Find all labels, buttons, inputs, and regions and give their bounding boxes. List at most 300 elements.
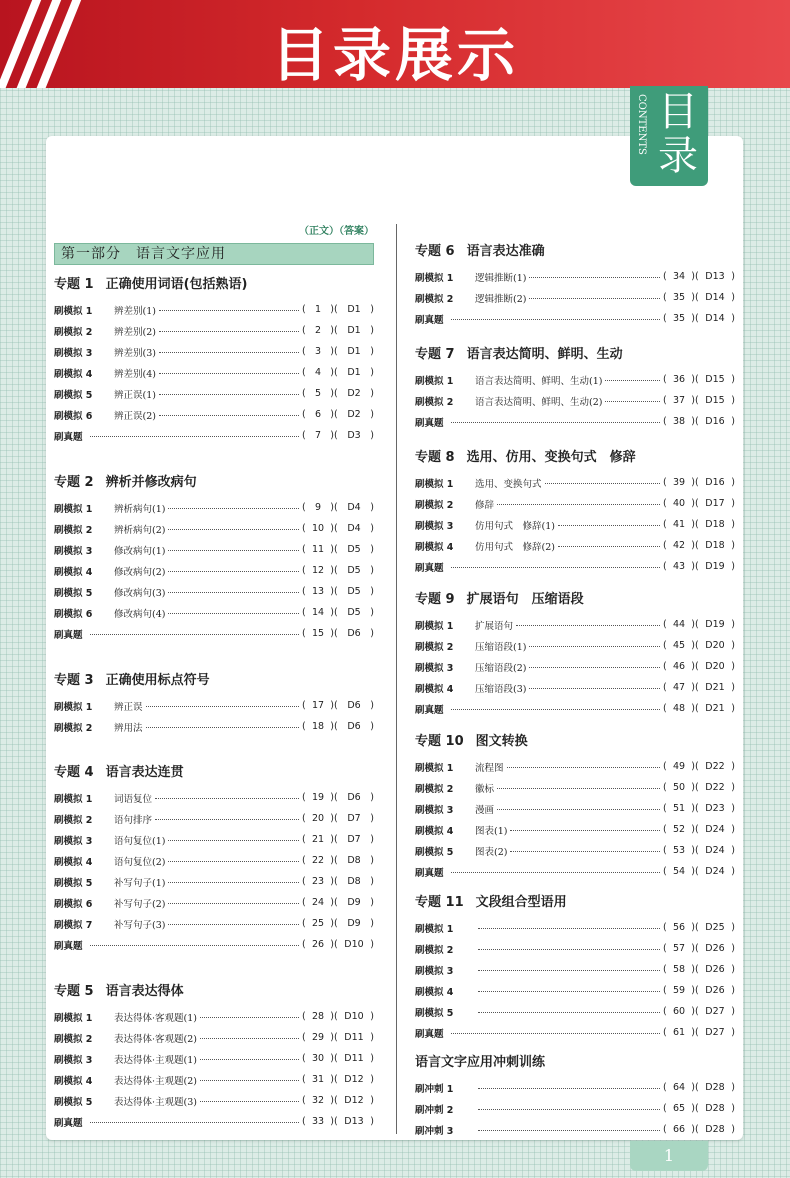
- toc-entry[interactable]: [415, 959, 735, 980]
- entry-label: 刷真题: [415, 417, 444, 429]
- entry-page: ( 3 ): [302, 346, 334, 357]
- entry-page: ( 61 ): [663, 1027, 695, 1038]
- entry-page: ( 44 ): [663, 619, 695, 630]
- answer-value: D17: [705, 498, 725, 509]
- toc-entry[interactable]: [415, 756, 735, 777]
- dot-leader: [497, 503, 660, 505]
- entry-page: ( 39 ): [663, 477, 695, 488]
- entry-title: 流程图: [475, 762, 504, 774]
- page-value: 64: [672, 1082, 686, 1093]
- topic-section: [415, 1053, 735, 1140]
- topic-section: [54, 763, 374, 955]
- entry-answer: ( D5 ): [334, 565, 374, 576]
- answer-value: D7: [347, 813, 361, 824]
- entry-title: 语言表达简明、鲜明、生动(2): [475, 396, 603, 408]
- entry-answer: ( D6 ): [334, 792, 374, 803]
- dot-leader: [451, 318, 660, 320]
- entry-label: 刷真题: [54, 431, 83, 443]
- dot-leader: [155, 797, 299, 799]
- page-value: 28: [311, 1011, 325, 1022]
- entry-answer: ( D15 ): [695, 374, 735, 385]
- entry-label: 刷模拟 2: [415, 293, 454, 305]
- toc-entry[interactable]: [415, 698, 735, 719]
- entry-title: 辨正误(1): [114, 389, 156, 401]
- topic-title: 语言表达得体: [105, 984, 184, 999]
- dot-leader: [558, 524, 660, 526]
- entry-label: 刷模拟 5: [54, 587, 93, 599]
- entry-label: 刷模拟 2: [54, 1033, 93, 1045]
- entry-page: ( 2 ): [302, 325, 334, 336]
- entry-label: 刷模拟 5: [54, 877, 93, 889]
- answer-value: D26: [705, 985, 725, 996]
- toc-entry[interactable]: [54, 871, 374, 892]
- entry-answer: ( D20 ): [695, 661, 735, 672]
- dot-leader: [200, 1058, 299, 1060]
- entry-answer: ( D12 ): [334, 1095, 374, 1106]
- toc-entry[interactable]: [54, 362, 374, 383]
- page-value: 53: [672, 845, 686, 856]
- answer-value: D10: [344, 1011, 364, 1022]
- toc-entry[interactable]: [54, 1090, 374, 1111]
- toc-entry[interactable]: [54, 695, 374, 716]
- toc-entry[interactable]: [415, 308, 735, 329]
- answer-value: D18: [705, 519, 725, 530]
- toc-entry[interactable]: [415, 390, 735, 411]
- entry-answer: ( D8 ): [334, 855, 374, 866]
- entry-answer: ( D10 ): [334, 1011, 374, 1022]
- entry-answer: ( D2 ): [334, 409, 374, 420]
- answer-value: D6: [347, 700, 361, 711]
- toc-entry[interactable]: [415, 472, 735, 493]
- toc-entry[interactable]: [415, 656, 735, 677]
- toc-entry[interactable]: [54, 892, 374, 913]
- page-number: 1: [630, 1141, 708, 1171]
- entry-page: ( 10 ): [302, 523, 334, 534]
- toc-entry[interactable]: [415, 493, 735, 514]
- dot-leader: [605, 400, 660, 402]
- answer-value: D27: [705, 1027, 725, 1038]
- dot-leader: [451, 566, 660, 568]
- answer-value: D7: [347, 834, 361, 845]
- dot-leader: [168, 549, 299, 551]
- entry-page: ( 47 ): [663, 682, 695, 693]
- page-value: 56: [672, 922, 686, 933]
- entry-title: 修辞: [475, 499, 495, 511]
- entry-page: ( 21 ): [302, 834, 334, 845]
- entry-label: 刷冲刺 3: [415, 1125, 454, 1137]
- entry-label: 刷模拟 1: [415, 762, 454, 774]
- topic-number: 专题 8: [415, 450, 455, 465]
- toc-entry[interactable]: [415, 514, 735, 535]
- page-value: 35: [672, 292, 686, 303]
- answer-value: D19: [705, 561, 725, 572]
- answer-value: D5: [347, 565, 361, 576]
- page-value: 29: [311, 1032, 325, 1043]
- topic-heading: [54, 982, 374, 1002]
- page-value: 54: [672, 866, 686, 877]
- entry-title: 仿用句式 修辞(2): [475, 541, 555, 553]
- entry-page: ( 9 ): [302, 502, 334, 513]
- page-value: 50: [672, 782, 686, 793]
- dot-leader: [168, 507, 299, 509]
- topic-title: 语言表达简明、鲜明、生动: [466, 347, 623, 362]
- entry-title: 压缩语段(1): [475, 641, 527, 653]
- toc-entry[interactable]: [54, 934, 374, 955]
- topic-section: [415, 448, 735, 577]
- page-value: 65: [672, 1103, 686, 1114]
- page-value: 61: [672, 1027, 686, 1038]
- answer-value: D28: [705, 1082, 725, 1093]
- entry-answer: ( D11 ): [334, 1053, 374, 1064]
- topic-heading: [54, 275, 374, 295]
- entry-label: 刷模拟 3: [415, 662, 454, 674]
- entry-page: ( 49 ): [663, 761, 695, 772]
- answer-value: D19: [705, 619, 725, 630]
- entry-answer: ( D14 ): [695, 313, 735, 324]
- toc-entry[interactable]: [54, 716, 374, 737]
- topic-section: [415, 242, 735, 329]
- topic-heading: [415, 590, 735, 610]
- entry-label: 刷模拟 1: [415, 923, 454, 935]
- entry-page: ( 33 ): [302, 1116, 334, 1127]
- page-value: 59: [672, 985, 686, 996]
- answer-value: D26: [705, 964, 725, 975]
- entry-answer: ( D13 ): [695, 271, 735, 282]
- entry-title: 压缩语段(3): [475, 683, 527, 695]
- toc-entry[interactable]: [415, 1098, 735, 1119]
- answer-value: D18: [705, 540, 725, 551]
- toc-entry[interactable]: [54, 829, 374, 850]
- part-title: 第一部分 语言文字应用: [54, 243, 374, 265]
- entry-title: 修改病句(1): [114, 545, 166, 557]
- entry-label: 刷模拟 4: [415, 683, 454, 695]
- entry-answer: ( D1 ): [334, 346, 374, 357]
- entry-page: ( 34 ): [663, 271, 695, 282]
- entry-title: 补写句子(2): [114, 898, 166, 910]
- entry-page: ( 40 ): [663, 498, 695, 509]
- toc-entry[interactable]: [54, 581, 374, 602]
- entry-label: 刷模拟 3: [54, 835, 93, 847]
- dot-leader: [168, 570, 299, 572]
- dot-leader: [510, 850, 660, 852]
- entry-page: ( 12 ): [302, 565, 334, 576]
- page-value: 5: [314, 388, 322, 399]
- toc-entry[interactable]: [54, 518, 374, 539]
- page-value: 17: [311, 700, 325, 711]
- entry-label: 刷模拟 3: [415, 520, 454, 532]
- dot-leader: [159, 351, 299, 353]
- entry-page: ( 32 ): [302, 1095, 334, 1106]
- toc-entry[interactable]: [54, 913, 374, 934]
- toc-entry[interactable]: [415, 777, 735, 798]
- answer-value: D26: [705, 943, 725, 954]
- dot-leader: [155, 818, 299, 820]
- entry-label: 刷模拟 1: [54, 305, 93, 317]
- entry-label: 刷冲刺 1: [415, 1083, 454, 1095]
- entry-title: 表达得体·主观题(1): [114, 1054, 197, 1066]
- answer-value: D24: [705, 824, 725, 835]
- toc-entry[interactable]: [415, 556, 735, 577]
- toc-entry[interactable]: [415, 266, 735, 287]
- entry-page: ( 22 ): [302, 855, 334, 866]
- entry-answer: ( D12 ): [334, 1074, 374, 1085]
- entry-answer: ( D7 ): [334, 834, 374, 845]
- page-value: 24: [311, 897, 325, 908]
- entry-label: 刷模拟 2: [415, 783, 454, 795]
- entry-label: 刷模拟 1: [415, 375, 454, 387]
- topic-title: 语言表达连贯: [105, 765, 184, 780]
- contents-badge: [630, 86, 708, 186]
- column-headers: （正文）（答案）: [299, 226, 374, 237]
- answer-value: D12: [344, 1095, 364, 1106]
- entry-page: ( 60 ): [663, 1006, 695, 1017]
- page-value: 6: [314, 409, 322, 420]
- dot-leader: [451, 1032, 660, 1034]
- entry-label: 刷模拟 2: [54, 524, 93, 536]
- toc-entry[interactable]: [54, 383, 374, 404]
- entry-label: 刷模拟 2: [415, 641, 454, 653]
- entry-label: 刷模拟 4: [415, 541, 454, 553]
- entry-answer: ( D14 ): [695, 292, 735, 303]
- entry-page: ( 66 ): [663, 1124, 695, 1135]
- entry-label: 刷真题: [415, 1028, 444, 1040]
- entry-label: 刷真题: [54, 629, 83, 641]
- entry-label: 刷真题: [415, 867, 444, 879]
- dot-leader: [159, 372, 299, 374]
- entry-title: 语言表达简明、鲜明、生动(1): [475, 375, 603, 387]
- entry-answer: ( D15 ): [695, 395, 735, 406]
- answer-value: D5: [347, 607, 361, 618]
- entry-title: 表达得体·主观题(2): [114, 1075, 197, 1087]
- toc-entry[interactable]: [54, 341, 374, 362]
- answer-value: D10: [344, 939, 364, 950]
- entry-title: 补写句子(1): [114, 877, 166, 889]
- entry-title: 补写句子(3): [114, 919, 166, 931]
- answer-value: D4: [347, 502, 361, 513]
- dot-leader: [507, 766, 660, 768]
- entry-page: ( 50 ): [663, 782, 695, 793]
- badge-contents-text: CONTENTS: [636, 94, 647, 155]
- entry-page: ( 56 ): [663, 922, 695, 933]
- entry-page: ( 54 ): [663, 866, 695, 877]
- dot-leader: [478, 927, 660, 929]
- toc-entry[interactable]: [415, 840, 735, 861]
- banner-title: 目录展示: [270, 21, 519, 88]
- toc-entry[interactable]: [54, 602, 374, 623]
- badge-title: 目录: [658, 89, 698, 179]
- entry-answer: ( D23 ): [695, 803, 735, 814]
- entry-page: ( 31 ): [302, 1074, 334, 1085]
- toc-entry[interactable]: [415, 861, 735, 882]
- entry-label: 刷模拟 4: [54, 566, 93, 578]
- entry-answer: ( D25 ): [695, 922, 735, 933]
- entry-page: ( 28 ): [302, 1011, 334, 1022]
- entry-label: 刷真题: [54, 940, 83, 952]
- entry-title: 辨差别(2): [114, 326, 156, 338]
- entry-label: 刷模拟 4: [415, 986, 454, 998]
- toc-entry[interactable]: [415, 614, 735, 635]
- toc-entry[interactable]: [54, 560, 374, 581]
- dot-leader: [510, 829, 660, 831]
- toc-entry[interactable]: [54, 1111, 374, 1132]
- toc-entry[interactable]: [415, 980, 735, 1001]
- dot-leader: [200, 1100, 299, 1102]
- toc-entry[interactable]: [54, 497, 374, 518]
- page-value: 48: [672, 703, 686, 714]
- toc-entry[interactable]: [415, 411, 735, 432]
- topic-title: 语言文字应用冲刺训练: [415, 1055, 546, 1070]
- toc-entry[interactable]: [54, 787, 374, 808]
- topic-title: 选用、仿用、变换句式 修辞: [466, 450, 636, 465]
- answer-value: D21: [705, 703, 725, 714]
- toc-entry[interactable]: [54, 623, 374, 644]
- toc-entry[interactable]: [415, 287, 735, 308]
- entry-page: ( 38 ): [663, 416, 695, 427]
- toc-entry[interactable]: [54, 1069, 374, 1090]
- entry-page: ( 20 ): [302, 813, 334, 824]
- entry-answer: ( D4 ): [334, 502, 374, 513]
- dot-leader: [200, 1037, 299, 1039]
- dot-leader: [90, 435, 299, 437]
- answer-value: D9: [347, 897, 361, 908]
- topic-heading: [415, 893, 735, 913]
- toc-entry[interactable]: [415, 677, 735, 698]
- page-value: 21: [311, 834, 325, 845]
- answer-value: D1: [347, 367, 361, 378]
- entry-label: 刷模拟 2: [415, 396, 454, 408]
- dot-leader: [200, 1016, 299, 1018]
- toc-entry[interactable]: [415, 1119, 735, 1140]
- dot-leader: [478, 948, 660, 950]
- topic-number: 专题 6: [415, 244, 455, 259]
- entry-title: 逻辑推断(2): [475, 293, 527, 305]
- entry-page: ( 36 ): [663, 374, 695, 385]
- toc-entry[interactable]: [415, 1077, 735, 1098]
- entry-label: 刷模拟 7: [54, 919, 93, 931]
- entry-title: 表达得体·客观题(2): [114, 1033, 197, 1045]
- page-value: 51: [672, 803, 686, 814]
- answer-value: D2: [347, 409, 361, 420]
- toc-entry[interactable]: [54, 1027, 374, 1048]
- page-value: 47: [672, 682, 686, 693]
- page-value: 13: [311, 586, 325, 597]
- page-value: 30: [311, 1053, 325, 1064]
- entry-answer: ( D18 ): [695, 540, 735, 551]
- answer-value: D16: [705, 477, 725, 488]
- entry-answer: ( D19 ): [695, 561, 735, 572]
- entry-title: 表达得体·客观题(1): [114, 1012, 197, 1024]
- toc-entry[interactable]: [415, 369, 735, 390]
- dot-leader: [529, 276, 660, 278]
- toc-entry[interactable]: [54, 404, 374, 425]
- entry-answer: ( D5 ): [334, 607, 374, 618]
- answer-value: D28: [705, 1103, 725, 1114]
- dot-leader: [529, 687, 660, 689]
- entry-title: 图表(1): [475, 825, 508, 837]
- page-value: 18: [311, 721, 325, 732]
- answer-value: D5: [347, 544, 361, 555]
- toc-entry[interactable]: [54, 1048, 374, 1069]
- answer-value: D1: [347, 325, 361, 336]
- entry-title: 辨正误(2): [114, 410, 156, 422]
- entry-title: 词语复位: [114, 793, 153, 805]
- page-value: 9: [314, 502, 322, 513]
- entry-page: ( 58 ): [663, 964, 695, 975]
- answer-value: D21: [705, 682, 725, 693]
- toc-entry[interactable]: [54, 299, 374, 320]
- dot-leader: [168, 839, 299, 841]
- toc-entry[interactable]: [415, 938, 735, 959]
- answer-value: D6: [347, 628, 361, 639]
- toc-entry[interactable]: [54, 539, 374, 560]
- toc-entry[interactable]: [415, 917, 735, 938]
- topic-number: 专题 2: [54, 475, 94, 490]
- dot-leader: [168, 881, 299, 883]
- toc-entry[interactable]: [54, 1006, 374, 1027]
- entry-answer: ( D18 ): [695, 519, 735, 530]
- page-value: 60: [672, 1006, 686, 1017]
- toc-entry[interactable]: [54, 425, 374, 446]
- entry-label: 刷模拟 1: [54, 701, 93, 713]
- toc-entry[interactable]: [54, 808, 374, 829]
- page-value: 26: [311, 939, 325, 950]
- topic-number: 专题 1: [54, 277, 94, 292]
- entry-label: 刷模拟 6: [54, 410, 93, 422]
- entry-title: 辨析病句(1): [114, 503, 166, 515]
- page-value: 19: [311, 792, 325, 803]
- topic-heading: [415, 1053, 735, 1073]
- answer-value: D23: [705, 803, 725, 814]
- entry-title: 辨差别(1): [114, 305, 156, 317]
- entry-page: ( 23 ): [302, 876, 334, 887]
- entry-answer: ( D3 ): [334, 430, 374, 441]
- page-value: 10: [311, 523, 325, 534]
- dot-leader: [497, 787, 660, 789]
- topic-number: 专题 10: [415, 734, 464, 749]
- entry-label: 刷冲刺 2: [415, 1104, 454, 1116]
- header-banner: [0, 0, 790, 88]
- entry-page: ( 52 ): [663, 824, 695, 835]
- topic-section: [54, 275, 374, 446]
- answer-value: D13: [344, 1116, 364, 1127]
- entry-page: ( 53 ): [663, 845, 695, 856]
- toc-entry[interactable]: [415, 1001, 735, 1022]
- toc-entry[interactable]: [415, 1022, 735, 1043]
- dot-leader: [168, 860, 299, 862]
- entry-label: 刷模拟 4: [54, 1075, 93, 1087]
- page-value: 12: [311, 565, 325, 576]
- toc-entry[interactable]: [54, 320, 374, 341]
- dot-leader: [168, 591, 299, 593]
- entry-label: 刷模拟 1: [415, 620, 454, 632]
- column-divider: [396, 224, 397, 1134]
- toc-entry[interactable]: [415, 535, 735, 556]
- entry-page: ( 48 ): [663, 703, 695, 714]
- topic-number: 专题 5: [54, 984, 94, 999]
- toc-entry[interactable]: [54, 850, 374, 871]
- entry-label: 刷模拟 5: [415, 1007, 454, 1019]
- topic-section: [415, 893, 735, 1043]
- toc-entry[interactable]: [415, 635, 735, 656]
- entry-page: ( 13 ): [302, 586, 334, 597]
- entry-label: 刷模拟 1: [54, 503, 93, 515]
- page-value: 23: [311, 876, 325, 887]
- toc-entry[interactable]: [415, 798, 735, 819]
- toc-entry[interactable]: [415, 819, 735, 840]
- entry-answer: ( D16 ): [695, 416, 735, 427]
- dot-leader: [558, 545, 660, 547]
- dot-leader: [478, 990, 660, 992]
